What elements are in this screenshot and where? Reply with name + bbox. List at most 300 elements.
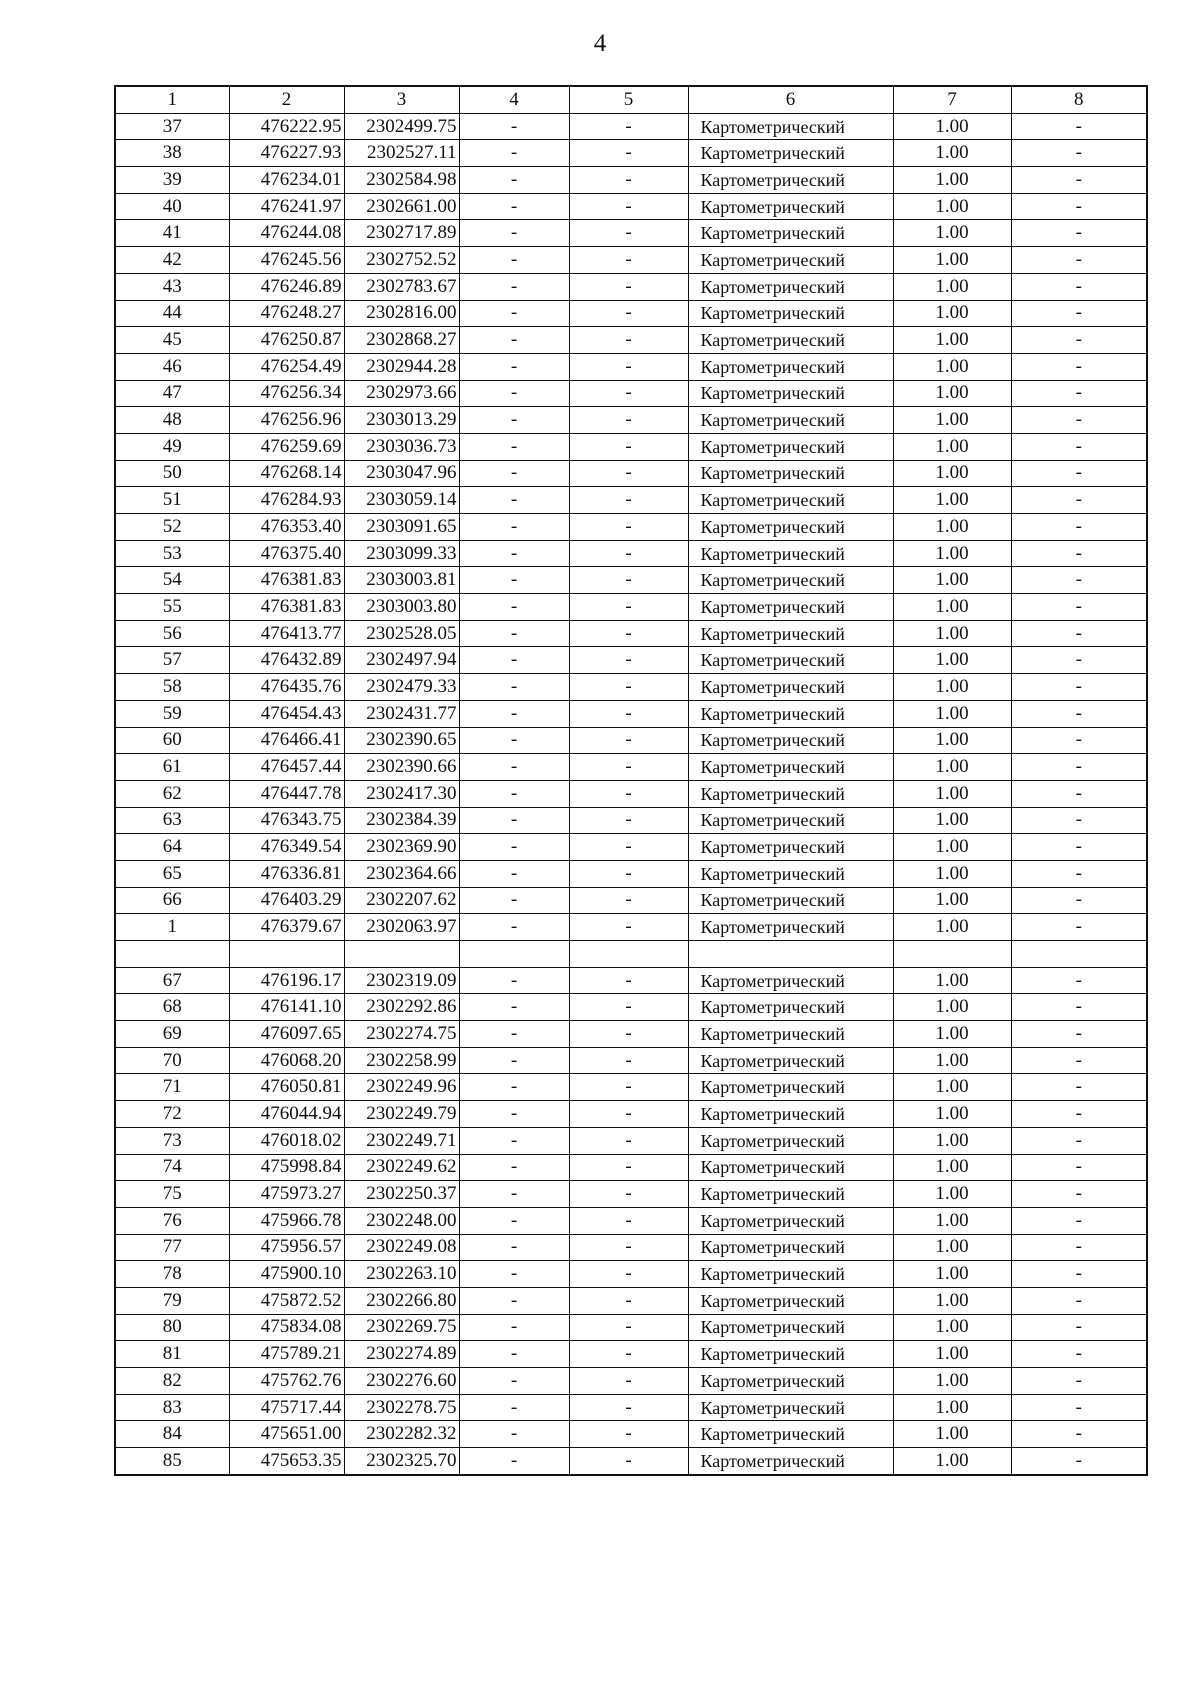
method-cell: Картометрический	[688, 860, 893, 887]
col8-cell: -	[1011, 247, 1147, 274]
col5-cell: -	[569, 380, 688, 407]
method-cell: Картометрический	[688, 433, 893, 460]
y-coordinate-cell: 2302390.66	[344, 754, 459, 781]
point-number-cell: 76	[115, 1207, 229, 1234]
accuracy-cell: 1.00	[893, 273, 1011, 300]
accuracy-cell: 1.00	[893, 594, 1011, 621]
y-coordinate-cell: 2303059.14	[344, 487, 459, 514]
method-cell: Картометрический	[688, 1154, 893, 1181]
col4-cell: -	[459, 433, 569, 460]
col8-cell: -	[1011, 1207, 1147, 1234]
point-number-cell	[115, 941, 229, 968]
y-coordinate-cell: 2302278.75	[344, 1394, 459, 1421]
point-number-cell: 37	[115, 113, 229, 140]
method-cell: Картометрический	[688, 193, 893, 220]
col8-cell: -	[1011, 327, 1147, 354]
point-number-cell: 40	[115, 193, 229, 220]
method-cell: Картометрический	[688, 407, 893, 434]
method-cell: Картометрический	[688, 247, 893, 274]
col5-cell: -	[569, 1154, 688, 1181]
y-coordinate-cell: 2302282.32	[344, 1421, 459, 1448]
x-coordinate-cell: 476353.40	[229, 514, 344, 541]
y-coordinate-cell: 2302369.90	[344, 834, 459, 861]
point-number-cell: 49	[115, 433, 229, 460]
table-row	[115, 567, 1147, 594]
coordinates-table	[114, 85, 1148, 1476]
accuracy-cell: 1.00	[893, 1127, 1011, 1154]
method-cell: Картометрический	[688, 300, 893, 327]
method-cell: Картометрический	[688, 1207, 893, 1234]
accuracy-cell: 1.00	[893, 407, 1011, 434]
col8-cell: -	[1011, 167, 1147, 194]
accuracy-cell: 1.00	[893, 1261, 1011, 1288]
col8-cell: -	[1011, 540, 1147, 567]
accuracy-cell: 1.00	[893, 994, 1011, 1021]
table-row	[115, 860, 1147, 887]
col5-cell: -	[569, 1394, 688, 1421]
method-cell: Картометрический	[688, 167, 893, 194]
col4-cell: -	[459, 1074, 569, 1101]
accuracy-cell: 1.00	[893, 327, 1011, 354]
method-cell: Картометрический	[688, 1421, 893, 1448]
col8-cell: -	[1011, 994, 1147, 1021]
col5-cell: -	[569, 860, 688, 887]
col8-cell: -	[1011, 780, 1147, 807]
table-row	[115, 1101, 1147, 1128]
x-coordinate-cell: 476256.34	[229, 380, 344, 407]
point-number-cell: 67	[115, 967, 229, 994]
col5-cell	[569, 941, 688, 968]
col5-cell: -	[569, 1314, 688, 1341]
method-cell: Картометрический	[688, 700, 893, 727]
x-coordinate-cell: 475900.10	[229, 1261, 344, 1288]
method-cell: Картометрический	[688, 807, 893, 834]
x-coordinate-cell: 476250.87	[229, 327, 344, 354]
col4-cell: -	[459, 220, 569, 247]
col5-cell: -	[569, 353, 688, 380]
accuracy-cell: 1.00	[893, 860, 1011, 887]
col5-cell: -	[569, 1207, 688, 1234]
accuracy-cell: 1.00	[893, 1021, 1011, 1048]
accuracy-cell: 1.00	[893, 353, 1011, 380]
point-number-cell: 53	[115, 540, 229, 567]
x-coordinate-cell: 475717.44	[229, 1394, 344, 1421]
table-row	[115, 941, 1147, 968]
point-number-cell: 74	[115, 1154, 229, 1181]
column-header: 6	[688, 86, 893, 113]
col4-cell: -	[459, 1421, 569, 1448]
table-row	[115, 1287, 1147, 1314]
point-number-cell: 58	[115, 674, 229, 701]
table-row	[115, 514, 1147, 541]
col4-cell: -	[459, 1047, 569, 1074]
col8-cell: -	[1011, 834, 1147, 861]
x-coordinate-cell: 476196.17	[229, 967, 344, 994]
col4-cell: -	[459, 860, 569, 887]
point-number-cell: 39	[115, 167, 229, 194]
col5-cell: -	[569, 140, 688, 167]
accuracy-cell: 1.00	[893, 674, 1011, 701]
y-coordinate-cell: 2302752.52	[344, 247, 459, 274]
y-coordinate-cell: 2302417.30	[344, 780, 459, 807]
accuracy-cell: 1.00	[893, 834, 1011, 861]
point-number-cell: 68	[115, 994, 229, 1021]
col5-cell: -	[569, 514, 688, 541]
point-number-cell: 59	[115, 700, 229, 727]
table-row	[115, 1047, 1147, 1074]
table-row	[115, 1074, 1147, 1101]
col8-cell: -	[1011, 887, 1147, 914]
method-cell: Картометрический	[688, 380, 893, 407]
col4-cell: -	[459, 994, 569, 1021]
method-cell: Картометрический	[688, 220, 893, 247]
method-cell: Картометрический	[688, 1101, 893, 1128]
col4-cell: -	[459, 327, 569, 354]
col4-cell: -	[459, 1261, 569, 1288]
accuracy-cell: 1.00	[893, 247, 1011, 274]
y-coordinate-cell: 2302274.75	[344, 1021, 459, 1048]
table-row	[115, 1448, 1147, 1475]
y-coordinate-cell: 2302584.98	[344, 167, 459, 194]
y-coordinate-cell: 2303036.73	[344, 433, 459, 460]
col4-cell: -	[459, 780, 569, 807]
table-header-row	[115, 86, 1147, 113]
col4-cell: -	[459, 1234, 569, 1261]
x-coordinate-cell: 475653.35	[229, 1448, 344, 1475]
y-coordinate-cell: 2302250.37	[344, 1181, 459, 1208]
y-coordinate-cell: 2302717.89	[344, 220, 459, 247]
y-coordinate-cell: 2302527.11	[344, 140, 459, 167]
col8-cell: -	[1011, 674, 1147, 701]
x-coordinate-cell: 476248.27	[229, 300, 344, 327]
accuracy-cell: 1.00	[893, 780, 1011, 807]
col5-cell: -	[569, 834, 688, 861]
y-coordinate-cell: 2302249.71	[344, 1127, 459, 1154]
col5-cell: -	[569, 1287, 688, 1314]
col8-cell: -	[1011, 594, 1147, 621]
col4-cell: -	[459, 1101, 569, 1128]
column-header: 4	[459, 86, 569, 113]
col8-cell: -	[1011, 300, 1147, 327]
point-number-cell: 45	[115, 327, 229, 354]
accuracy-cell: 1.00	[893, 514, 1011, 541]
table-row	[115, 700, 1147, 727]
accuracy-cell: 1.00	[893, 140, 1011, 167]
method-cell: Картометрический	[688, 914, 893, 941]
col8-cell: -	[1011, 1261, 1147, 1288]
y-coordinate-cell: 2302528.05	[344, 620, 459, 647]
table-row	[115, 1021, 1147, 1048]
table-row	[115, 647, 1147, 674]
col5-cell: -	[569, 327, 688, 354]
table-row	[115, 273, 1147, 300]
col4-cell: -	[459, 300, 569, 327]
col8-cell: -	[1011, 140, 1147, 167]
col8-cell: -	[1011, 1368, 1147, 1395]
x-coordinate-cell: 476268.14	[229, 460, 344, 487]
point-number-cell: 65	[115, 860, 229, 887]
col5-cell: -	[569, 594, 688, 621]
col4-cell: -	[459, 247, 569, 274]
col4-cell: -	[459, 1127, 569, 1154]
col4-cell: -	[459, 914, 569, 941]
point-number-cell: 79	[115, 1287, 229, 1314]
table-row	[115, 1341, 1147, 1368]
method-cell: Картометрический	[688, 887, 893, 914]
col8-cell: -	[1011, 967, 1147, 994]
col4-cell: -	[459, 514, 569, 541]
accuracy-cell: 1.00	[893, 807, 1011, 834]
point-number-cell: 78	[115, 1261, 229, 1288]
method-cell: Картометрический	[688, 460, 893, 487]
table-row	[115, 914, 1147, 941]
y-coordinate-cell: 2302274.89	[344, 1341, 459, 1368]
col8-cell: -	[1011, 620, 1147, 647]
accuracy-cell: 1.00	[893, 1047, 1011, 1074]
col5-cell: -	[569, 727, 688, 754]
point-number-cell: 85	[115, 1448, 229, 1475]
y-coordinate-cell: 2302249.96	[344, 1074, 459, 1101]
point-number-cell: 51	[115, 487, 229, 514]
accuracy-cell: 1.00	[893, 647, 1011, 674]
col4-cell: -	[459, 834, 569, 861]
method-cell: Картометрический	[688, 674, 893, 701]
method-cell: Картометрический	[688, 1287, 893, 1314]
accuracy-cell: 1.00	[893, 1074, 1011, 1101]
table-row	[115, 193, 1147, 220]
col5-cell: -	[569, 1368, 688, 1395]
y-coordinate-cell: 2302868.27	[344, 327, 459, 354]
point-number-cell: 42	[115, 247, 229, 274]
col8-cell: -	[1011, 1154, 1147, 1181]
y-coordinate-cell: 2302248.00	[344, 1207, 459, 1234]
col5-cell: -	[569, 433, 688, 460]
col4-cell: -	[459, 540, 569, 567]
col5-cell: -	[569, 647, 688, 674]
x-coordinate-cell: 475966.78	[229, 1207, 344, 1234]
col8-cell: -	[1011, 113, 1147, 140]
column-header: 7	[893, 86, 1011, 113]
y-coordinate-cell: 2303047.96	[344, 460, 459, 487]
accuracy-cell: 1.00	[893, 1394, 1011, 1421]
accuracy-cell: 1.00	[893, 1207, 1011, 1234]
point-number-cell: 61	[115, 754, 229, 781]
col4-cell: -	[459, 1207, 569, 1234]
table-row	[115, 1207, 1147, 1234]
table-row	[115, 220, 1147, 247]
accuracy-cell: 1.00	[893, 220, 1011, 247]
col8-cell: -	[1011, 1421, 1147, 1448]
x-coordinate-cell: 475973.27	[229, 1181, 344, 1208]
y-coordinate-cell: 2302249.62	[344, 1154, 459, 1181]
accuracy-cell: 1.00	[893, 167, 1011, 194]
point-number-cell: 70	[115, 1047, 229, 1074]
x-coordinate-cell: 475956.57	[229, 1234, 344, 1261]
point-number-cell: 41	[115, 220, 229, 247]
method-cell: Картометрический	[688, 1074, 893, 1101]
accuracy-cell: 1.00	[893, 700, 1011, 727]
table-row	[115, 1154, 1147, 1181]
y-coordinate-cell: 2302276.60	[344, 1368, 459, 1395]
x-coordinate-cell: 475998.84	[229, 1154, 344, 1181]
y-coordinate-cell: 2302269.75	[344, 1314, 459, 1341]
col4-cell: -	[459, 620, 569, 647]
table-row	[115, 620, 1147, 647]
col4-cell: -	[459, 460, 569, 487]
column-header: 5	[569, 86, 688, 113]
accuracy-cell: 1.00	[893, 1421, 1011, 1448]
col8-cell: -	[1011, 860, 1147, 887]
x-coordinate-cell: 476245.56	[229, 247, 344, 274]
col8-cell: -	[1011, 1341, 1147, 1368]
point-number-cell: 71	[115, 1074, 229, 1101]
table-row	[115, 407, 1147, 434]
x-coordinate-cell: 476246.89	[229, 273, 344, 300]
method-cell: Картометрический	[688, 113, 893, 140]
col5-cell: -	[569, 967, 688, 994]
accuracy-cell: 1.00	[893, 1448, 1011, 1475]
col8-cell: -	[1011, 193, 1147, 220]
col5-cell: -	[569, 273, 688, 300]
col5-cell: -	[569, 994, 688, 1021]
y-coordinate-cell: 2302384.39	[344, 807, 459, 834]
table-row	[115, 780, 1147, 807]
col4-cell: -	[459, 700, 569, 727]
method-cell: Картометрический	[688, 1021, 893, 1048]
table-row	[115, 487, 1147, 514]
col4-cell: -	[459, 353, 569, 380]
table-row	[115, 754, 1147, 781]
x-coordinate-cell: 476381.83	[229, 567, 344, 594]
accuracy-cell: 1.00	[893, 1181, 1011, 1208]
y-coordinate-cell: 2302816.00	[344, 300, 459, 327]
accuracy-cell: 1.00	[893, 380, 1011, 407]
col4-cell: -	[459, 807, 569, 834]
col5-cell: -	[569, 1341, 688, 1368]
point-number-cell: 1	[115, 914, 229, 941]
table-row	[115, 460, 1147, 487]
col8-cell: -	[1011, 807, 1147, 834]
table-row	[115, 1314, 1147, 1341]
col5-cell: -	[569, 1021, 688, 1048]
column-header: 8	[1011, 86, 1147, 113]
y-coordinate-cell: 2302973.66	[344, 380, 459, 407]
table-row	[115, 1181, 1147, 1208]
method-cell: Картометрический	[688, 567, 893, 594]
col8-cell: -	[1011, 1074, 1147, 1101]
point-number-cell: 80	[115, 1314, 229, 1341]
accuracy-cell	[893, 941, 1011, 968]
col5-cell: -	[569, 620, 688, 647]
method-cell: Картометрический	[688, 140, 893, 167]
accuracy-cell: 1.00	[893, 1154, 1011, 1181]
method-cell: Картометрический	[688, 487, 893, 514]
method-cell: Картометрический	[688, 994, 893, 1021]
point-number-cell: 48	[115, 407, 229, 434]
accuracy-cell: 1.00	[893, 540, 1011, 567]
col4-cell: -	[459, 193, 569, 220]
col8-cell: -	[1011, 754, 1147, 781]
col5-cell: -	[569, 1421, 688, 1448]
col8-cell: -	[1011, 407, 1147, 434]
x-coordinate-cell: 476018.02	[229, 1127, 344, 1154]
col8-cell: -	[1011, 647, 1147, 674]
col5-cell: -	[569, 1074, 688, 1101]
col5-cell: -	[569, 1047, 688, 1074]
x-coordinate-cell: 476244.08	[229, 220, 344, 247]
accuracy-cell: 1.00	[893, 754, 1011, 781]
col8-cell: -	[1011, 433, 1147, 460]
table-row	[115, 994, 1147, 1021]
accuracy-cell: 1.00	[893, 193, 1011, 220]
y-coordinate-cell: 2303091.65	[344, 514, 459, 541]
column-header: 2	[229, 86, 344, 113]
x-coordinate-cell: 476457.44	[229, 754, 344, 781]
col8-cell: -	[1011, 1047, 1147, 1074]
col8-cell: -	[1011, 1448, 1147, 1475]
point-number-cell: 56	[115, 620, 229, 647]
x-coordinate-cell: 476259.69	[229, 433, 344, 460]
accuracy-cell: 1.00	[893, 460, 1011, 487]
point-number-cell: 63	[115, 807, 229, 834]
col8-cell: -	[1011, 1287, 1147, 1314]
col4-cell: -	[459, 113, 569, 140]
method-cell: Картометрический	[688, 1368, 893, 1395]
y-coordinate-cell: 2302063.97	[344, 914, 459, 941]
col5-cell: -	[569, 540, 688, 567]
point-number-cell: 62	[115, 780, 229, 807]
accuracy-cell: 1.00	[893, 113, 1011, 140]
accuracy-cell: 1.00	[893, 300, 1011, 327]
col8-cell: -	[1011, 220, 1147, 247]
x-coordinate-cell: 476222.95	[229, 113, 344, 140]
y-coordinate-cell: 2302390.65	[344, 727, 459, 754]
x-coordinate-cell: 476097.65	[229, 1021, 344, 1048]
col8-cell: -	[1011, 1394, 1147, 1421]
table-row	[115, 887, 1147, 914]
accuracy-cell: 1.00	[893, 1101, 1011, 1128]
y-coordinate-cell: 2302497.94	[344, 647, 459, 674]
col5-cell: -	[569, 754, 688, 781]
col4-cell: -	[459, 380, 569, 407]
col8-cell: -	[1011, 1181, 1147, 1208]
y-coordinate-cell: 2303013.29	[344, 407, 459, 434]
col5-cell: -	[569, 407, 688, 434]
y-coordinate-cell: 2302944.28	[344, 353, 459, 380]
point-number-cell: 72	[115, 1101, 229, 1128]
accuracy-cell: 1.00	[893, 487, 1011, 514]
col4-cell: -	[459, 1341, 569, 1368]
accuracy-cell: 1.00	[893, 433, 1011, 460]
col8-cell: -	[1011, 1314, 1147, 1341]
table-row	[115, 1421, 1147, 1448]
x-coordinate-cell: 476050.81	[229, 1074, 344, 1101]
col5-cell: -	[569, 193, 688, 220]
x-coordinate-cell: 476241.97	[229, 193, 344, 220]
y-coordinate-cell: 2302263.10	[344, 1261, 459, 1288]
accuracy-cell: 1.00	[893, 1314, 1011, 1341]
x-coordinate-cell: 476254.49	[229, 353, 344, 380]
point-number-cell: 77	[115, 1234, 229, 1261]
x-coordinate-cell: 476234.01	[229, 167, 344, 194]
method-cell: Картометрический	[688, 780, 893, 807]
col4-cell: -	[459, 1021, 569, 1048]
col4-cell: -	[459, 594, 569, 621]
method-cell: Картометрический	[688, 1234, 893, 1261]
x-coordinate-cell: 476454.43	[229, 700, 344, 727]
col4-cell: -	[459, 754, 569, 781]
col8-cell: -	[1011, 1021, 1147, 1048]
